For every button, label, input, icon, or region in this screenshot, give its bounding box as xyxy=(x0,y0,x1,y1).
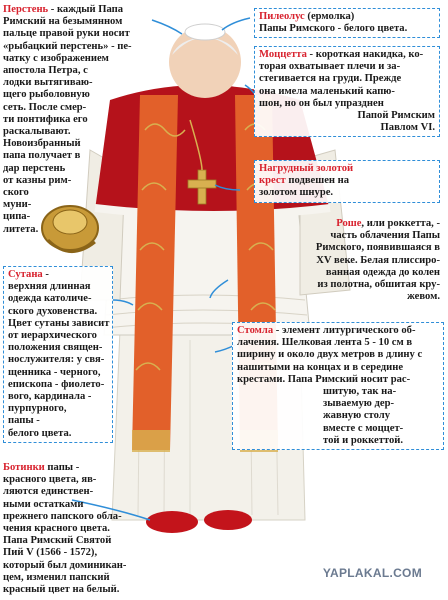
callout-cassock-line: пурпурного, xyxy=(8,403,67,415)
callout-cassock-line: нослужителя: у свя- xyxy=(8,354,105,366)
callout-ring-title: Перстень xyxy=(3,4,49,15)
callout-ring-line: лодки вытягиваю- xyxy=(3,77,93,89)
callout-ring-line: апостола Петра, с xyxy=(3,65,88,77)
callout-shoes-line: красный цвет на белый. xyxy=(3,584,120,596)
callout-rochet-line: ванная одежда до колен xyxy=(325,266,440,278)
callout-ring-line: ципа- xyxy=(3,211,31,223)
callout-ring xyxy=(3,4,153,236)
callout-ring-line: сеть. После смер- xyxy=(3,101,87,113)
callout-pileolus-line: Папы Римского - белого цвета. xyxy=(259,23,408,35)
callout-mozzetta-line: шон, но он был упразднен xyxy=(259,97,384,109)
callout-stole-line: нашитыми на концах и в середине xyxy=(237,361,404,373)
callout-stole-line: той и роккеттой. xyxy=(323,434,404,446)
callout-mozzetta-line: - короткая накидка, ко- xyxy=(306,49,424,60)
callout-cassock-line: епископа - фиолето- xyxy=(8,378,105,390)
callout-cross-line: подвешен на xyxy=(285,175,350,187)
callout-ring-line: от казны рим- xyxy=(3,174,72,186)
callout-shoes xyxy=(3,462,153,596)
callout-rochet-line: XV веке. Белая плиссиро- xyxy=(316,254,440,266)
callout-cassock-title: Сутана xyxy=(8,269,43,280)
callout-rochet xyxy=(290,218,440,303)
callout-ring-line: ского xyxy=(3,187,29,199)
callout-rochet-line: Римского, появившаяся в xyxy=(315,242,440,254)
callout-mozzetta-line: стегивается на груди. Прежде xyxy=(259,73,402,85)
callout-stole-line: вместе с моццет- xyxy=(323,422,404,434)
callout-rochet-title: Роше xyxy=(336,218,362,229)
callout-stole xyxy=(232,322,444,450)
callout-ring-line: пальце правой руки носит xyxy=(3,28,130,40)
callout-ring-line: раскалывают. xyxy=(3,126,71,138)
callout-ring-line: муни- xyxy=(3,199,32,211)
callout-cassock-line: щенника - черного, xyxy=(8,366,101,378)
callout-stole-line: шитую, так на- xyxy=(323,386,397,398)
callout-rochet-line: из полотна, обшитая кру- xyxy=(317,279,440,291)
callout-pileolus-line: (ермолка) xyxy=(304,11,355,22)
callout-shoes-line: папы - xyxy=(44,462,80,473)
right-red-shoe xyxy=(204,510,252,530)
callout-ring-line: литета. xyxy=(3,223,39,235)
callout-cassock-line: Цвет сутаны зависит xyxy=(8,317,110,329)
callout-stole-line: зываемую дер- xyxy=(323,398,394,410)
callout-ring-line: чатку с изображением xyxy=(3,52,109,64)
callout-stole-line: - элемент литургического об- xyxy=(273,325,416,336)
callout-cassock-line: верхняя длинная xyxy=(8,281,91,293)
callout-cross-title: Нагрудный золотой xyxy=(259,163,354,174)
callout-rochet-line: , или роккетта, - xyxy=(361,218,440,229)
callout-shoes-line: Папа Римский Святой xyxy=(3,535,112,547)
callout-ring-line: дар перстень xyxy=(3,162,66,174)
callout-cassock-line: от иерархического xyxy=(8,330,97,342)
callout-ring-line: Новоизбранный xyxy=(3,138,81,150)
callout-ring-line: щего рыболовную xyxy=(3,89,90,101)
callout-shoes-line: красного цвета, яв- xyxy=(3,474,97,486)
callout-rochet-line: часть облачения Папы xyxy=(330,230,440,242)
callout-shoes-line: Пий V (1566 - 1572), xyxy=(3,547,98,559)
callout-shoes-title: Ботинки xyxy=(3,462,45,473)
callout-ring-line: папа получает в xyxy=(3,150,81,162)
callout-cassock xyxy=(3,266,113,443)
callout-stole-line: ширину и около двух метров в длину с xyxy=(237,349,423,361)
callout-cross xyxy=(254,160,440,203)
callout-shoes-line: прежнего папского обла- xyxy=(3,510,122,522)
callout-cassock-line: вого, кардинала - xyxy=(8,391,92,403)
callout-cassock-line: положения священ- xyxy=(8,342,103,354)
callout-ring-line: ти понтифика его xyxy=(3,113,88,125)
callout-stole-line: жавную столу xyxy=(323,410,391,422)
callout-ring-line: «рыбацкий перстень» - пе- xyxy=(3,40,132,52)
callout-pileolus-title: Пилеолус xyxy=(259,11,305,22)
callout-cassock-line: ского духовенства. xyxy=(8,305,98,317)
callout-mozzetta-line: Павлом VI. xyxy=(380,122,435,134)
callout-cross-line: золотом шнуре. xyxy=(259,187,334,199)
callout-stole-line: крестами. Папа Римский носит рас- xyxy=(237,373,411,385)
callout-ring-line: - каждый Папа xyxy=(48,4,124,15)
callout-ring-line: Римский на безымянном xyxy=(3,16,123,28)
callout-pileolus xyxy=(254,8,440,38)
pileolus-cap xyxy=(185,24,225,40)
callout-mozzetta xyxy=(254,46,440,137)
callout-cassock-line: белого цвета. xyxy=(8,427,72,439)
callout-mozzetta-title: Моццетта xyxy=(259,49,307,60)
callout-shoes-line: цем, изменил папский xyxy=(3,571,110,583)
callout-rochet-line: жевом. xyxy=(407,291,440,303)
callout-shoes-line: ными остатками xyxy=(3,498,84,510)
left-red-shoe xyxy=(146,511,198,533)
callout-shoes-line: который был доминикан- xyxy=(3,559,127,571)
callout-stole-title: Стомла xyxy=(237,325,274,336)
callout-stole-line: лачения. Шелковая лента 5 - 10 см в xyxy=(237,337,413,349)
callout-cassock-line: - xyxy=(42,269,49,280)
callout-mozzetta-line: торая охватывает плечи и за- xyxy=(259,61,401,73)
callout-shoes-line: ляются единствен- xyxy=(3,486,94,498)
callout-mozzetta-line: Папой Римским xyxy=(357,110,435,122)
callout-shoes-line: чения красного цвета. xyxy=(3,523,110,535)
site-watermark: YAPLAKAL.COM xyxy=(322,566,422,580)
callout-cassock-line: одежда католиче- xyxy=(8,293,92,305)
callout-mozzetta-line: она имела маленький капю- xyxy=(259,85,395,97)
callout-cross-line: крест xyxy=(259,175,286,187)
callout-cassock-line: папы - xyxy=(8,415,40,427)
